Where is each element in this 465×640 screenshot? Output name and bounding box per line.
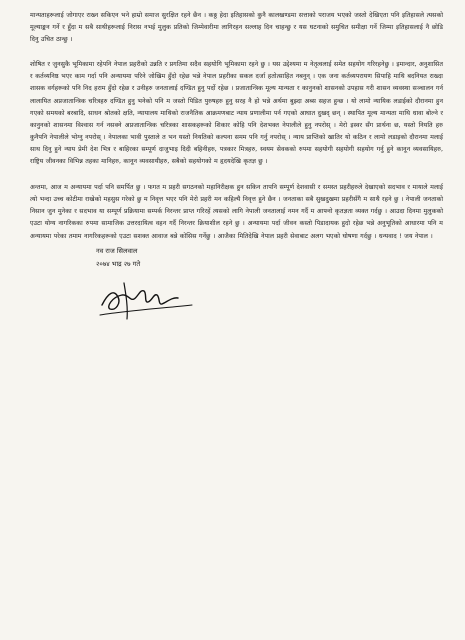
letter-paragraph-3: अन्तमा, आज म अन्यायमा पर्दा पनि समर्पित छु । फगत म प्रहरी सगठनको महानिरीक्षक हुन सकिन तापनि सम्पूर्ण देशवासी र समस्त प्रहरीहरुले देखाएको सदभाव र मायाले मलाई त्यो भन्दा उच्च कोटीमा राखेको महसुस गरेको छु म निवृत्त भएर पनि मेरो प्रहरी मन कहिल्यै निवृत्त हुने छैन । जनताका सबै सुखदुखमा प्रहरीसँगै म साथै रहने छु । नेपाली जनताको निसान जुन मुनेका र सदभाव या सम्पूर्ण प्रक्रियामा सम्पर्क निरन्तर प्राप्त गरिरहें त्यसको लागि नेपाली जनतालाई नमन गर्दै म आफ्नो कृतज्ञता व्यक्त गर्दछु । आउदा दिनमा मुलुकको एउटा योग्य नागरिकका रुपमा सामाजिक उत्तरदायित्व वहन गर्दै निरन्तर क्रियाशील रहने छु । अन्यायमा पर्दा जीवन कस्तो पिडादायक हुदो रहेछ भन्ने अनुभूतिको आधारमा पनि म अन्यायमा परेका तमाम नागरिकहरूको एउटा सशक्त आवाज बन्ने कोसिस गर्नेछु । आजैका मितिदेखि नेपाल प्रहरी सेवाबाट अलग भएको घोषणा गर्दछु । धन्यवाद ! जय नेपाल । [30,184,443,240]
letter-date: २०७४ भाद्र २७ गते [96,259,141,268]
letter-paragraph-2: शोषित र जुनसुकै भूमिकामा रहेपनि नेपाल प्रहरीको उन्नति र प्रगतिमा सदैव सहयोगि भूमिकामा रहने छु । यस उद्देश्यमा म नेतृत्वलाई समेत सहयोग गरिरहनेछु । इमान्दार, अनुशासित र कर्तव्यनिष्ठ भएर काम गर्दा पनि अन्यायमा परिने जोखिम हुँदो रहेछ भन्ने नेपाल प्रहरीका सकल दर्जा हताेत्साहित नबनुन् । एक जना कर्तव्यपरायण सिपाहि माथि बदनियत राख्दा शासक वर्गहरूको पनि निद हराम हुँदो रहेछ र उनीहरु जनतालाई दण्डित हुनु पर्दो रहेछ । प्रजातान्त्रिक मूल्य मान्यता र कानुनको शासनको उपहास गरी शासन व्यवस्था सञ्चालन गर्न लालायित अप्रजातान्त्रिक चरित्रहरु दण्डित हुनु भनेको पनि म जस्तो पिडित पुरुषहरु हुनु सरह नै हो भन्ने अर्थमा बुझ्दा अब्स सहज हुन्छ । यो लामो न्यायिक लडाईको दौरानमा हुन गएको समयको बरबादि, साधन श्रोतको क्षति, न्यायालय माथिको राजनैतिक आक्रमणबाट न्याय प्रणालीमा पर्न गएको आघात दुखद् छन् । स्थापित मूल्य मान्यता माथि धावा बोल्ने र कानुनको शासनमा विश्वास गर्न नसक्ने अप्रजातान्त्रिक चरित्रका शासकहरूको शिकार कोहि पनि देशभक्त नेपालीले हुनु नपरोस् । मेरो इस्वर सँग प्रार्थना छ, यस्तो नियति हरु कुनैपनि नेपालीले भोग्नु नपरोस् । नेपालका भावी पुस्ताले त भन यस्तो नियतिको कल्पना समम पनि गर्नु नपरोस् । न्याय प्राप्तिको खातिर यो कठिन र लामो लडाइको दौरानमा मलाई साथ दिनु हुने न्याय प्रेमी देश भित्र र बाहिरका सम्पूर्ण दाजुभाइ दिदी बहिनीहरु, पत्रकार मित्रहरु, स्वयम सेवकको रुपमा सहयोगी सहयोगी सहयोग गर्नु हुने कानून व्यवसायिहरु, राष्ट्रिय जीवनका विभिन्न तहका मानिहरु, कानून व्यवसायीहरु, सबैको सहयोगको म हृदयदेखि कृतज्ञ छु । [30,61,443,166]
signer-name: नव राज सिलवाल [96,246,138,255]
handwritten-signature [94,275,204,327]
letter-paragraph-1: मान्यताहरूलाई जोगाएर राख्न सकिएन भने हाम्रो समाज सुरक्षित रहने छैन । कठ्ठ हेदा इतिहासको कुनै कालखण्डमा सत्ताको पराजय भएको जस्तो देखिएता पनि इतिहासले त्यसको मूल्याङ्कन गर्ने र हुँदा म सबै साथीहरूलाई निरास नभई मुलुक प्रतिको जिम्मेवारीमा लागिरहन सल्लाह दिन चाहन्छु र यस घटनाको समुचित समीक्षा गर्ने जिम्मा इतिहासलाई नै छोडि दिनु उचित ठान्छु । [30,12,443,44]
signoff-block [30,245,443,271]
